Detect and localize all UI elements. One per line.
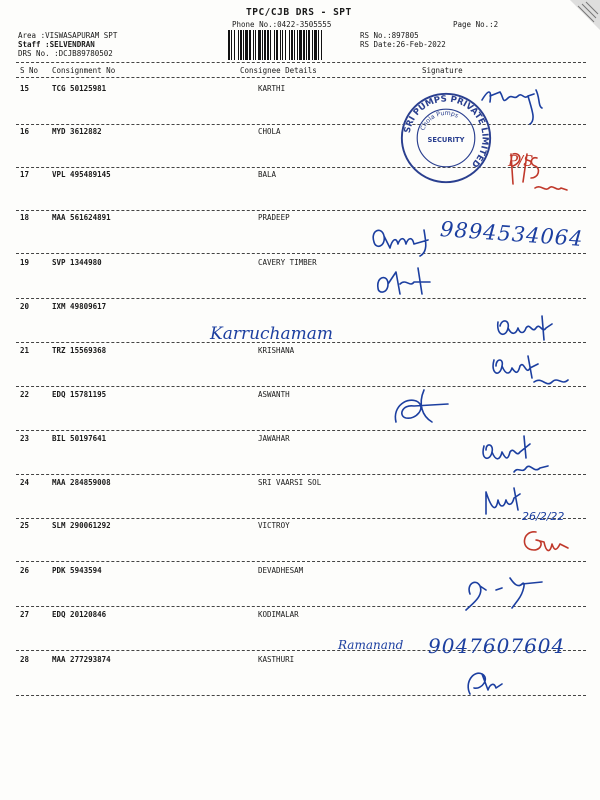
header-divider-bottom (16, 77, 586, 78)
consignee-name: KARTHI (258, 84, 286, 93)
serial-number: 16 (20, 127, 30, 136)
serial-number: 24 (20, 478, 30, 487)
column-consignment: Consignment No (52, 66, 116, 75)
serial-number: 19 (20, 258, 30, 267)
consignment-number: MAA 561624891 (52, 213, 111, 222)
consignment-number: BIL 50197641 (52, 434, 107, 443)
barcode-bar (322, 30, 324, 60)
scan-artifact-icon (560, 0, 600, 40)
phone-number: Phone No.:0422-3505555 (232, 20, 332, 29)
consignment-number: MAA 284859008 (52, 478, 111, 487)
row-divider (16, 561, 586, 562)
consignee-name: PRADEEP (258, 213, 290, 222)
row-divider (16, 298, 586, 299)
header-divider-top (16, 62, 586, 63)
serial-number: 25 (20, 521, 30, 530)
signature-row-15 (478, 86, 558, 126)
serial-number: 18 (20, 213, 30, 222)
svg-text:Chola Pumps: Chola Pumps (419, 109, 460, 132)
column-signature: Signature (422, 66, 463, 75)
handwritten-name-1: Karruchamam (210, 324, 334, 344)
signature-row-20 (494, 312, 574, 348)
consignee-name: CAVERY TIMBER (258, 258, 317, 267)
handwritten-name-2: Ramanand (338, 638, 404, 652)
document-title: TPC/CJB DRS - SPT (246, 7, 352, 18)
serial-number: 17 (20, 170, 30, 179)
serial-number: 26 (20, 566, 30, 575)
serial-number: 15 (20, 84, 30, 93)
svg-text:SRI PUMPS PRIVATE LIMITED: SRI PUMPS PRIVATE LIMITED (402, 94, 490, 170)
consignee-name: KODIMALAR (258, 610, 299, 619)
serial-number: 27 (20, 610, 30, 619)
row-divider (16, 253, 586, 254)
consignment-number: EDQ 15781195 (52, 390, 107, 399)
row-divider (16, 167, 586, 168)
signature-row-25 (516, 526, 576, 558)
consignee-name: VICTROY (258, 521, 290, 530)
signature-date: 26/2/22 (522, 510, 565, 523)
consignment-number: SLM 290061292 (52, 521, 111, 530)
table-row (0, 258, 600, 302)
signature-row-24 (480, 484, 580, 528)
signature-row-21 (488, 352, 578, 392)
table-row (0, 390, 600, 434)
consignment-number: TCG 50125981 (52, 84, 107, 93)
serial-number: 23 (20, 434, 30, 443)
consignee-name: JAWAHAR (258, 434, 290, 443)
consignment-number: MYD 3612882 (52, 127, 102, 136)
signature-row-23 (478, 432, 568, 478)
consignee-name: BALA (258, 170, 277, 179)
drs-number: DRS No. :DCJB89780502 (18, 49, 113, 58)
page-number: Page No.:2 (453, 20, 499, 29)
consignee-name: SRI VAARSI SOL (258, 478, 322, 487)
row-divider (16, 210, 586, 211)
signature-row-19 (374, 264, 454, 300)
consignment-number: MAA 277293874 (52, 655, 111, 664)
consignee-name: ASWANTH (258, 390, 290, 399)
signature-row-28 (460, 664, 510, 700)
consignment-number: PDK 5943594 (52, 566, 102, 575)
staff-label: Staff :SELVENDRAN (18, 40, 95, 49)
column-sno: S No (20, 66, 39, 75)
consignee-name: KRISHANA (258, 346, 295, 355)
rs-date: RS Date:26-Feb-2022 (360, 40, 446, 49)
serial-number: 21 (20, 346, 30, 355)
consignment-number: IXM 49809617 (52, 302, 107, 311)
consignment-number: VPL 495489145 (52, 170, 111, 179)
consignee-name: CHOLA (258, 127, 281, 136)
consignment-number: EDQ 20120846 (52, 610, 107, 619)
signature-row-22 (388, 386, 458, 430)
serial-number: 22 (20, 390, 30, 399)
consignee-name: KASTHURI (258, 655, 295, 664)
area-label: Area :VISWASAPURAM SPT (18, 31, 118, 40)
row-divider (16, 430, 586, 431)
barcode (228, 30, 356, 60)
column-consignee: Consignee Details (240, 66, 317, 75)
table-row (0, 655, 600, 699)
serial-number: 28 (20, 655, 30, 664)
rs-number: RS No.:897805 (360, 31, 419, 40)
handwritten-ps-note: P/S (508, 152, 534, 170)
signature-row-18 (368, 222, 448, 258)
serial-number: 20 (20, 302, 30, 311)
handwritten-phone-1: 9894534064 (439, 217, 585, 251)
consignment-number: SVP 1344980 (52, 258, 102, 267)
consignment-number: TRZ 15569368 (52, 346, 107, 355)
consignee-name: DEVADHESAM (258, 566, 304, 575)
svg-text:SECURITY: SECURITY (427, 135, 465, 144)
handwritten-phone-2: 9047607604 (428, 634, 566, 658)
signature-row-26 (462, 570, 562, 614)
